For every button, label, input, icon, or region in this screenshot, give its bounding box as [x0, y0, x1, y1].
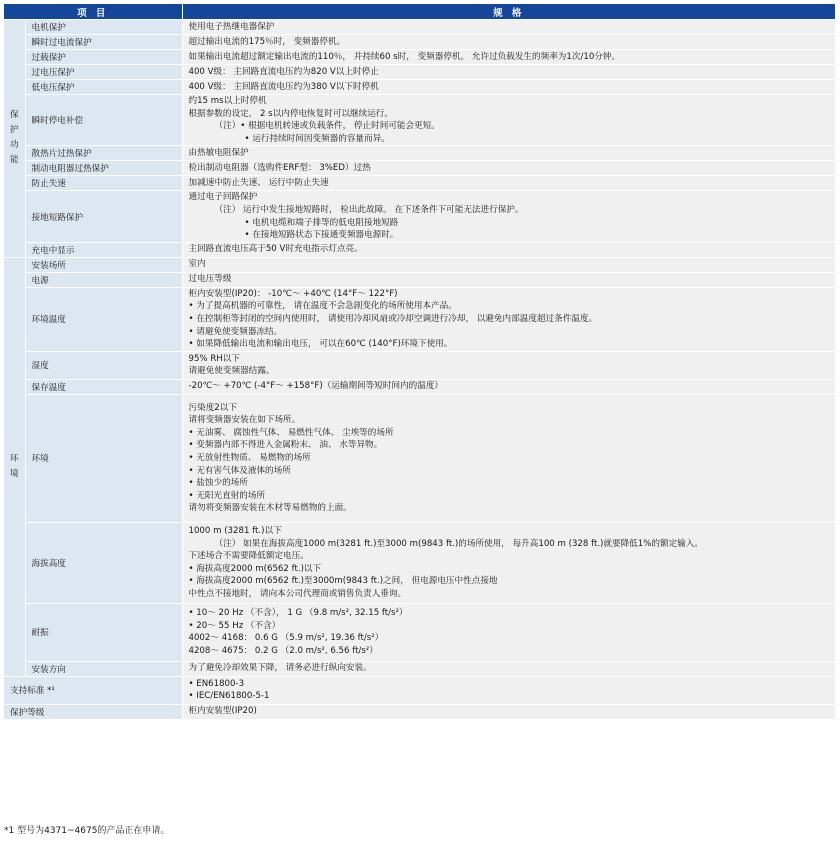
spec-line: -20℃～ +70℃ (-4°F～ +158°F)（运输期间等短时间内的温度） — [188, 381, 444, 392]
spec-line: 使用电子热继电器保护 — [188, 21, 275, 32]
spec-line: 1000 m (3281 ft.)以下 — [188, 525, 282, 536]
table-row — [4, 20, 835, 35]
item-name: 安装场所 — [25, 257, 182, 272]
category-label — [4, 257, 25, 676]
table-row — [4, 351, 835, 379]
item-name: 海拔高度 — [25, 522, 182, 603]
spec-line: • 海拔高度2000 m(6562 ft.)至3000m(9843 ft.)之间， 但电源电压中性点接地 — [188, 576, 498, 587]
spec-line: • 10～ 20 Hz （不含）， 1 G （9.8 m/s², 32.15 ft/s²） — [188, 608, 408, 619]
spec-line: • 请避免使变频器冻结。 — [188, 326, 283, 337]
spec-line: 室内 — [188, 259, 206, 270]
category-label — [4, 20, 25, 258]
item-name: 过载保护 — [25, 50, 182, 65]
spec-line: 400 V级： 主回路直流电压约为380 V以下时停机 — [188, 81, 379, 92]
item-spec — [182, 242, 835, 257]
category-char: 境 — [10, 468, 19, 479]
spec-line: 过电压等级 — [188, 274, 232, 285]
spec-line: • 无油雾、 腐蚀性气体、 易燃性气体、 尘埃等的场所 — [188, 427, 394, 438]
spec-line: • 无放射性物质、 易燃物的场所 — [188, 452, 311, 463]
table-row — [4, 50, 835, 65]
spec-line: • EN61800-3 — [188, 678, 245, 689]
spec-line: • 在接地短路状态下接通变频器电源时。 — [244, 230, 399, 241]
table-row — [4, 257, 835, 272]
footnote: *1 型号为4371~4675的产品正在申请。 — [4, 826, 170, 836]
spec-line: • 无有害气体及液体的场所 — [188, 465, 291, 476]
item-name: 过电压保护 — [25, 65, 182, 80]
spec-line: （注）• 根据电机转速或负载条件， 停止时间可能会更短。 — [214, 121, 440, 132]
item-name: 保存温度 — [25, 379, 182, 394]
item-spec — [182, 661, 835, 676]
spec-line: • 为了提高机器的可靠性， 请在温度不会急剧变化的场所使用本产品。 — [188, 301, 457, 312]
item-spec — [182, 603, 835, 661]
spec-line: 为了避免冷却效果下降， 请务必进行纵向安装。 — [188, 663, 372, 674]
spec-line: （注） 如果在海拔高度1000 m(3281 ft.)至3000 m(9843 ft.)的场所使用， 每升高100 m (328 ft.)就要降低1%的额定输入。 — [214, 538, 703, 549]
spec-line: • 运行持续时间因变频器的容量而异。 — [244, 133, 390, 144]
spec-line: • 在控制柜等封闭的空间内使用时， 请使用冷却风扇或冷却空调进行冷却， 以避免内部温度超过条件温度。 — [188, 313, 598, 324]
spec-line: 污染度2以下 — [188, 402, 237, 413]
table-row — [4, 161, 835, 176]
item-name: 防止失速 — [25, 176, 182, 191]
table-row — [4, 522, 835, 603]
header-item: 项 目 — [4, 4, 182, 20]
table-row — [4, 394, 835, 522]
table-body — [4, 20, 835, 720]
table-row — [4, 80, 835, 95]
table-row — [4, 704, 835, 719]
item-spec — [182, 191, 835, 242]
spec-line: 柜内安装型(IP20)： -10℃～ +40℃ (14°F～ 122°F) — [188, 288, 398, 299]
item-name: 瞬时停电补偿 — [25, 95, 182, 146]
spec-line: 如果输出电流超过额定输出电流的110％， 并持续60 s时， 变频器停机。 允许过负载发生的频率为1次/10分钟。 — [188, 51, 621, 62]
spec-line: （注） 运行中发生接地短路时， 检出此故障。 在下述条件下可能无法进行保护。 — [214, 204, 524, 215]
spec-line: 4208～ 4675： 0.2 G （2.0 m/s², 6.56 ft/s²） — [188, 645, 378, 656]
header-spec: 规 格 — [182, 4, 835, 20]
spec-line: • 如果降低输出电流和输出电压， 可以在60℃ (140°F)环境下使用。 — [188, 339, 453, 350]
item-spec — [182, 257, 835, 272]
table-row — [4, 146, 835, 161]
item-name: 环境温度 — [25, 287, 182, 351]
spec-line: 4002～ 4168： 0.6 G （5.9 m/s², 19.36 ft/s²） — [188, 633, 384, 644]
spec-line: • 20～ 55 Hz （不含） — [188, 620, 281, 631]
item-spec — [182, 80, 835, 95]
item-spec — [182, 50, 835, 65]
spec-line: • 无阳光直射的场所 — [188, 490, 266, 501]
spec-line: 加减速中防止失速、 运行中防止失速 — [188, 178, 329, 189]
item-spec — [182, 287, 835, 351]
item-name: 瞬时过电流保护 — [25, 35, 182, 50]
item-name: 支持标准 *¹ — [4, 676, 182, 704]
table-row — [4, 35, 835, 50]
table-row — [4, 603, 835, 661]
table-row — [4, 65, 835, 80]
spec-line: 检出制动电阻器（选购件ERF型： 3%ED）过热 — [188, 163, 371, 174]
category-char: 功 — [10, 140, 19, 151]
item-name: 电源 — [25, 272, 182, 287]
spec-line: 柜内安装型(IP20) — [188, 706, 257, 717]
item-spec — [182, 272, 835, 287]
spec-line: 约15 ms以上时停机 — [188, 96, 267, 106]
spec-line: 由热敏电阻保护 — [188, 148, 249, 159]
spec-line: 95% RH以下 — [188, 353, 240, 364]
item-spec — [182, 35, 835, 50]
item-spec — [182, 95, 835, 146]
item-spec — [182, 351, 835, 379]
item-name: 电机保护 — [25, 20, 182, 35]
category-char: 保 — [10, 110, 19, 121]
spec-line: • 电机电缆和端子排等的低电阻接地短路 — [244, 217, 399, 228]
item-name: 耐振 — [25, 603, 182, 661]
table-row — [4, 661, 835, 676]
item-name: 保护等级 — [4, 704, 182, 719]
item-name: 散热片过热保护 — [25, 146, 182, 161]
spec-line: • 海拔高度2000 m(6562 ft.)以下 — [188, 563, 322, 574]
item-spec — [182, 176, 835, 191]
item-spec — [182, 394, 835, 522]
item-name: 湿度 — [25, 351, 182, 379]
spec-line: 根据参数的设定， 2 s以内停电恢复时可以继续运行。 — [188, 108, 393, 119]
item-name: 制动电阻器过热保护 — [25, 161, 182, 176]
table-row — [4, 287, 835, 351]
spec-line: 主回路直流电压高于50 V时充电指示灯点亮。 — [188, 244, 363, 255]
spec-line: 通过电子回路保护 — [188, 192, 258, 203]
table-row — [4, 191, 835, 242]
item-spec — [182, 65, 835, 80]
table-row — [4, 379, 835, 394]
item-name: 低电压保护 — [25, 80, 182, 95]
spec-line: 请勿将变频器安装在木材等易燃物的上面。 — [188, 503, 352, 514]
item-spec — [182, 146, 835, 161]
item-spec — [182, 379, 835, 394]
table-row — [4, 176, 835, 191]
spec-line: 请将变频器安装在如下场所。 — [188, 415, 301, 426]
table-row — [4, 95, 835, 146]
category-char: 护 — [10, 125, 19, 136]
item-spec — [182, 704, 835, 719]
item-spec — [182, 676, 835, 704]
spec-line: 超过输出电流的175％时， 变频器停机。 — [188, 36, 346, 47]
spec-line: • 变频器内部不得进入金属粉末、 油、 水等异物。 — [188, 440, 383, 451]
spec-line: 400 V级： 主回路直流电压约为820 V以上时停止 — [188, 66, 379, 77]
category-char: 环 — [10, 453, 19, 464]
spec-line: • IEC/EN61800-5-1 — [188, 691, 270, 702]
item-name: 环境 — [25, 394, 182, 522]
item-spec — [182, 161, 835, 176]
spec-line: 中性点不接地时， 请向本公司代理商或销售负责人垂询。 — [188, 588, 407, 599]
item-spec — [182, 522, 835, 603]
table-header — [4, 4, 835, 20]
table-row — [4, 242, 835, 257]
item-name: 充电中显示 — [25, 242, 182, 257]
spec-table — [4, 4, 835, 720]
category-char: 能 — [10, 155, 19, 166]
item-spec — [182, 20, 835, 35]
item-name: 安装方向 — [25, 661, 182, 676]
spec-line: 下述场合不需要降低额定电压。 — [188, 551, 309, 562]
spec-line: 请避免使变频器结露。 — [188, 366, 275, 377]
table-row — [4, 272, 835, 287]
table-row — [4, 676, 835, 704]
item-name: 接地短路保护 — [25, 191, 182, 242]
spec-line: • 盐蚀少的场所 — [188, 478, 248, 489]
